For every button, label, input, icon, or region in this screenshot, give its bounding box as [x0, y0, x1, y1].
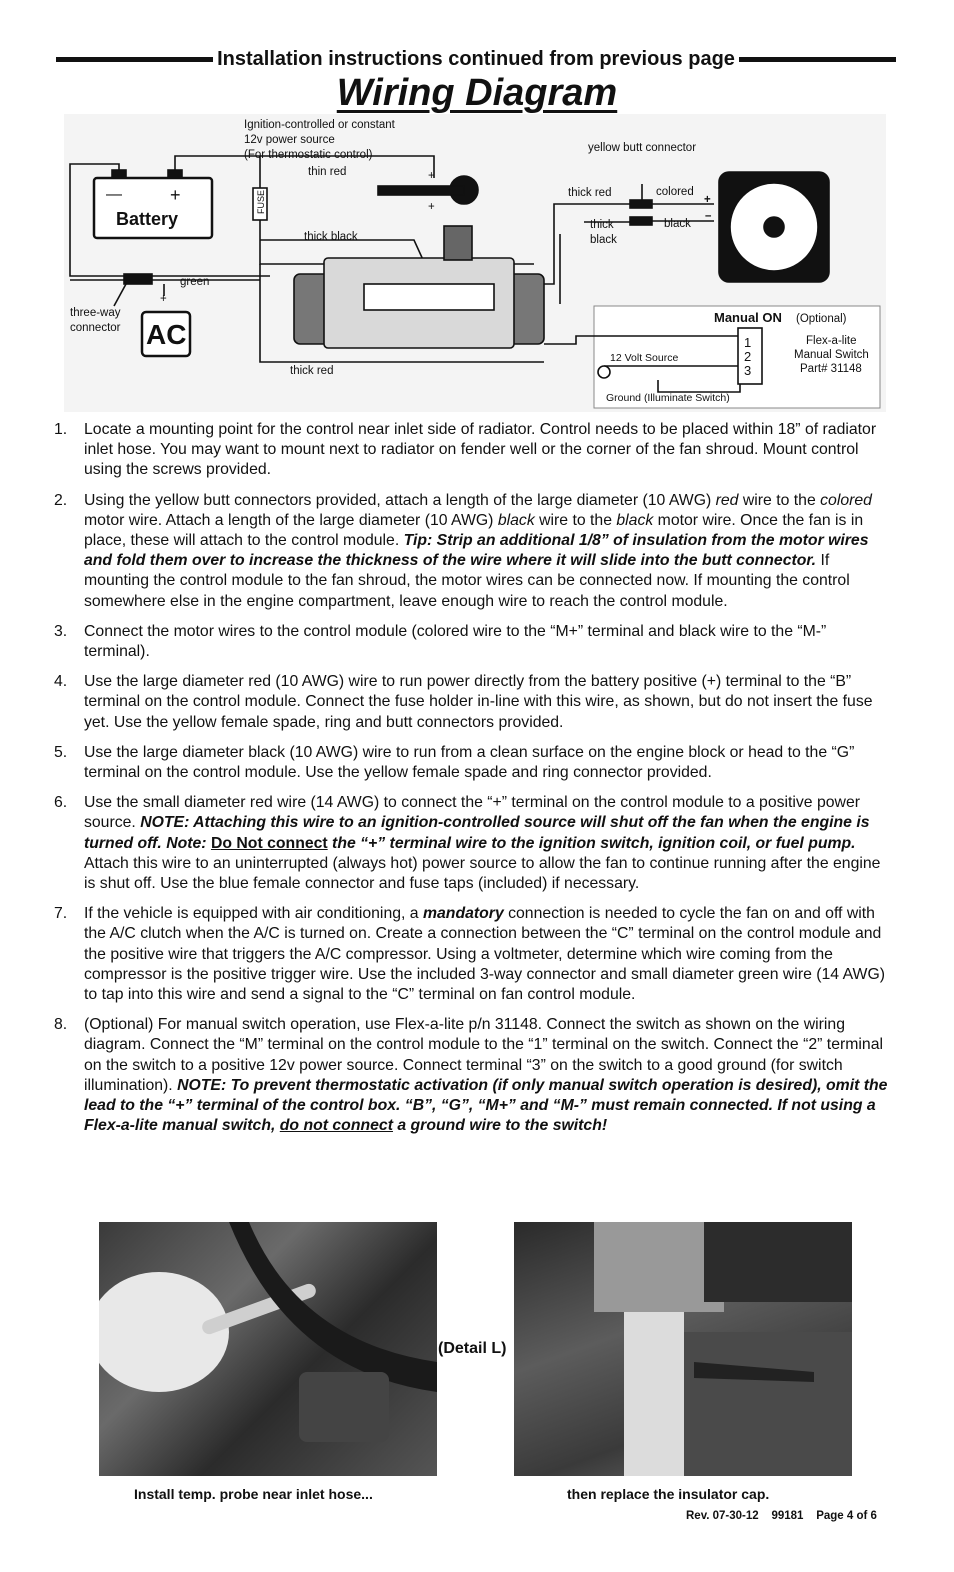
step-text	[84, 904, 894, 1005]
thin-red-label: thin red	[308, 166, 347, 178]
step-text	[84, 793, 894, 894]
flex-label-1: Flex-a-lite	[806, 335, 857, 347]
colored-label: colored	[656, 186, 694, 198]
ac-plus: +	[160, 293, 167, 305]
optional-label: (Optional)	[796, 313, 847, 325]
list-item	[54, 420, 894, 481]
note-text: NOTE: Attaching this wire to an ignition-controlled source will shut off the fan when the engine is turned off. Note:	[84, 814, 870, 852]
wiring-diagram	[64, 114, 886, 412]
volt-source-label: 12 Volt Source	[610, 352, 679, 364]
thick-red-top-label: thick red	[568, 187, 612, 199]
thick-black-side-2: black	[590, 234, 617, 246]
caption-right: then replace the insulator cap.	[567, 1486, 770, 1502]
note-text: NOTE: To prevent thermostatic activation (if only manual switch operation is desired), omit the lead to the “+” terminal of the control box. “B”, “G”, “M+” and “M-” must remain connected. If not using a Flex-a-lite manual switch,	[84, 1076, 888, 1135]
text-run: Use the small diameter red wire (14 AWG) to connect the “+” terminal on the control module to a positive power source.	[84, 794, 861, 832]
step-text	[84, 1015, 894, 1136]
text-run: red	[715, 491, 739, 509]
thick-black-side-1: thick	[590, 219, 614, 231]
step-text: Connect the motor wires to the control module (colored wire to the “M+” terminal and black wire to the “M-” terminal).	[84, 622, 827, 661]
battery-minus: —	[106, 186, 122, 203]
flex-label-3: Part# 31148	[800, 363, 862, 375]
step-number: 8.	[54, 1016, 68, 1034]
continued-text: Installation instructions continued from previous page	[217, 47, 735, 70]
ignition-label-1: Ignition-controlled or constant	[244, 119, 395, 131]
do-not-connect-text: Do Not connect	[210, 834, 328, 852]
temp-probe-photo	[99, 1222, 437, 1476]
text-run: If mounting the control module to the fan shroud, the motor wires can be connected now. If mounting the control somewhere else in the engine compartment, leave enough wire to reach the control module.	[84, 552, 850, 610]
battery-label: Battery	[116, 209, 179, 229]
do-not-connect-text: do not connect	[279, 1117, 393, 1135]
note-text: a ground wire to the switch!	[392, 1117, 608, 1135]
step-text: Use the large diameter black (10 AWG) wire to run from a clean surface on the engine block or head to the “G” terminal on the control module. Use the yellow female spade and ring connector provided.	[84, 743, 855, 782]
note-text: the “+” terminal wire to the ignition switch, ignition coil, or fuel pump.	[327, 834, 856, 852]
text-run: black	[616, 511, 654, 529]
thick-red-bottom-label: thick red	[290, 365, 334, 377]
ignition-label-2: 12v power source	[244, 134, 335, 146]
insulator-cap-photo-art	[514, 1222, 852, 1476]
manual-on-label: Manual ON	[714, 310, 782, 325]
fan-plus: +	[704, 194, 711, 206]
continued-header	[56, 44, 896, 74]
text-run: connection is needed to cycle the fan on and off with the A/C clutch when the A/C is turned on. Create a connection between the “C” terminal on the control module and the positive wire that triggers the A/C compressor. Using a voltmeter, determine which wire coming from the compressor is the positive trigger wire. Use the included 3-way connector and small diameter green wire (14 AWG) to tap into this wire and send a signal to the “C” terminal on fan control module.	[84, 905, 886, 1004]
fuse-label: FUSE	[256, 189, 266, 214]
insulator-cap-photo	[514, 1222, 852, 1476]
wiring-diagram-drawing	[64, 114, 886, 412]
three-way-label-2: connector	[70, 322, 121, 334]
list-item	[54, 743, 894, 783]
ignition-label-3: (For thermostatic control)	[244, 149, 373, 161]
green-label: green	[180, 276, 210, 288]
step-number: 3.	[54, 622, 68, 640]
header-rule-right	[739, 57, 896, 62]
fan-minus: –	[705, 210, 712, 222]
switch-terminals: 1 2 3	[744, 335, 754, 378]
step-number: 7.	[54, 905, 68, 923]
text-run: (Optional) For manual switch operation, use Flex-a-lite p/n 31148. Connect the switch as shown on the wiring diagram. Connect the “M” terminal on the control module to the “1” terminal on the switch. Connect the “2” terminal on the switch to a positive 12v power source. Connect terminal “3” on the switch to a good ground (for switch illumination).	[84, 1016, 883, 1094]
text-run: colored	[820, 491, 872, 509]
page-title: Wiring Diagram	[336, 72, 618, 114]
list-item	[54, 622, 894, 662]
step-text: Use the large diameter red (10 AWG) wire to run power directly from the battery positive (+) terminal to the “B” terminal on the control module. Connect the fuse holder in-line with this wire, as shown, but do not insert the fuse yet. Use the yellow female spade, ring and butt connectors provided.	[84, 673, 873, 731]
step-text: Locate a mounting point for the control near inlet side of radiator. Control needs to be placed within 18” of radiator inlet hose. You may want to mount next to radiator on fender well or the corner of the fan shroud. Mount control using the screws provided.	[84, 421, 877, 479]
list-item	[54, 491, 894, 612]
text-run: Using the yellow butt connectors provided, attach a length of the large diameter (10 AWG)	[84, 491, 716, 509]
text-run: wire to the	[534, 511, 617, 529]
step-text	[84, 491, 894, 612]
instruction-list	[54, 420, 894, 1147]
text-run: wire to the	[738, 491, 821, 509]
battery-plus: +	[170, 185, 181, 205]
list-item	[54, 672, 894, 733]
text-run: If the vehicle is equipped with air conditioning, a	[84, 905, 423, 923]
list-item	[54, 904, 894, 1005]
mandatory-text: mandatory	[422, 905, 504, 923]
flex-label-2: Manual Switch	[794, 349, 869, 361]
header-rule-left	[56, 57, 213, 62]
caption-left: Install temp. probe near inlet hose...	[134, 1486, 373, 1502]
three-way-label-1: three-way	[70, 307, 121, 319]
list-item	[54, 793, 894, 894]
detail-label: (Detail L)	[438, 1340, 507, 1357]
page-footer: Rev. 07-30-12 99181 Page 4 of 6	[686, 1510, 877, 1522]
temp-probe-photo-art	[99, 1222, 437, 1476]
step-number: 1.	[54, 421, 68, 438]
ac-label: AC	[146, 319, 187, 350]
key-plus-1: +	[428, 170, 435, 182]
step-number: 6.	[54, 794, 68, 812]
list-item	[54, 1015, 894, 1136]
black-label: black	[664, 218, 691, 230]
step-number: 2.	[54, 491, 68, 509]
text-run: motor wire. Once the fan is in place, these will attach to the control module.	[84, 511, 864, 550]
thick-black-label: thick black	[304, 231, 358, 243]
tip-text: Tip: Strip an additional 1/8” of insulation from the motor wires and fold them over to increase the thickness of the wire where it will slide into the butt connector.	[84, 532, 869, 570]
text-run: black	[497, 511, 535, 529]
step-number: 4.	[54, 673, 68, 691]
text-run: Attach this wire to an uninterrupted (always hot) power source to allow the fan to continue running after the engine is shut off. Use the blue female connector and fuse taps (included) if necessary.	[84, 854, 881, 893]
key-plus-2: +	[428, 201, 435, 213]
yellow-butt-label: yellow butt connector	[588, 142, 697, 154]
ground-label: Ground (Illuminate Switch)	[606, 392, 730, 404]
step-number: 5.	[54, 743, 68, 761]
text-run: motor wire. Attach a length of the large diameter (10 AWG)	[84, 511, 498, 529]
